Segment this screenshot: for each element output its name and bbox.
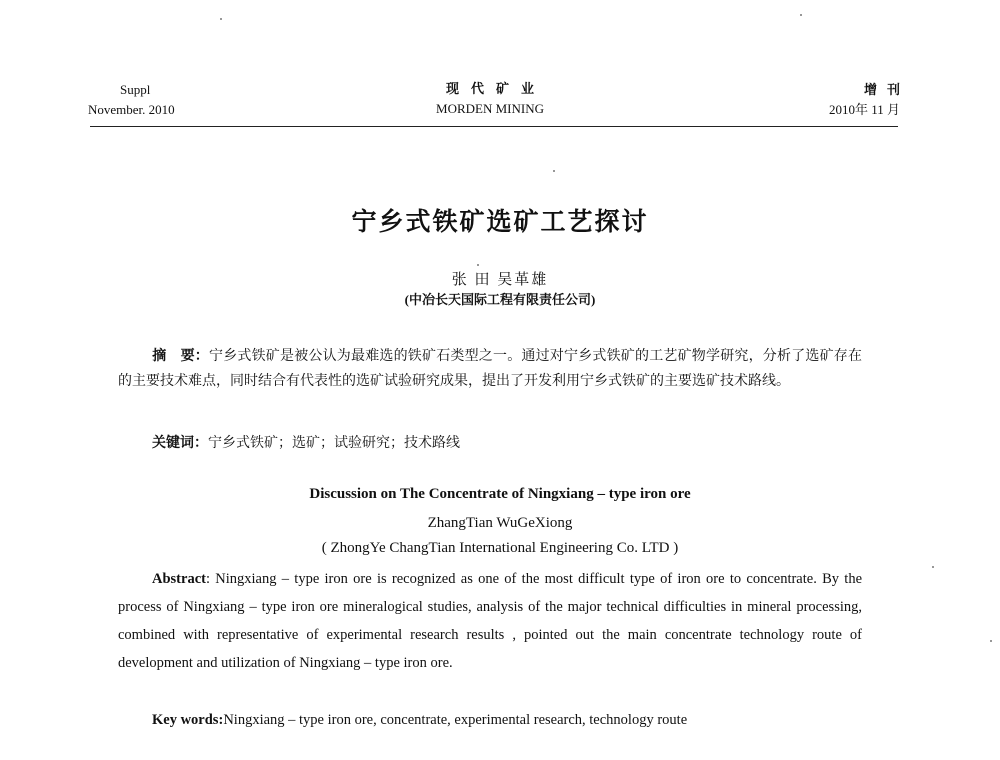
authors-en: ZhangTian WuGeXiong [427, 515, 573, 531]
scan-speck [477, 264, 479, 266]
abstract-en-separator: : [205, 571, 216, 587]
issue-date-cn: 2010年 11 月 [828, 102, 900, 117]
header-rule [90, 126, 898, 127]
abstract-cn-text: 宁乡式铁矿是被公认为最难选的铁矿石类型之一。通过对宁乡式铁矿的工艺矿物学研究，分析了选矿存在的主要技术难点，同时结合有代表性的选矿试验研究成果，提出了开发利用宁乡式铁矿的主要选矿技术路线。 [118, 349, 862, 389]
authors-cn: 张 田 吴革雄 [451, 272, 549, 288]
keywords-cn-text: 宁乡式铁矿；选矿；试验研究；技术路线 [208, 436, 460, 451]
abstract-en-label: Abstract [152, 571, 206, 587]
abstract-cn-label: 摘 要： [152, 349, 209, 364]
issue-date-en: November. 2010 [88, 102, 175, 117]
keywords-en-text: Ningxiang – type iron ore, concentrate, experimental research, technology route [223, 712, 688, 728]
header-right [760, 80, 910, 120]
abstract-en-text: Ningxiang – type iron ore is recognized as one of the most difficult type of iron ore to concentrate. By the process of Ningxiang – type iron ore mineralogical studies, analysis of the major technical difficulties in mineral processing, combined with representative of experimental research results , pointed out the main concentrate technology route of development and utilization of Ningxiang – type iron ore. [118, 571, 863, 671]
affiliation-cn: (中冶长天国际工程有限责任公司) [404, 292, 596, 307]
scan-speck [553, 170, 555, 172]
header-center [380, 79, 600, 119]
journal-name-cn: 现代矿业 [445, 81, 546, 96]
affiliation-en: ( ZhongYe ChangTian International Engineering Co. LTD ) [321, 540, 679, 556]
article-title-en: Discussion on The Concentrate of Ningxiang – type iron ore [309, 486, 691, 502]
scan-speck [800, 14, 802, 16]
article-title-cn: 宁乡式铁矿选矿工艺探讨 [351, 209, 649, 236]
keywords-cn-label: 关键词： [152, 436, 208, 451]
abstract-cn [118, 344, 862, 394]
abstract-en [118, 565, 862, 677]
scan-speck [932, 566, 934, 568]
supplement-label: Suppl [120, 82, 151, 97]
supplement-label-cn: 增刊 [863, 82, 910, 97]
header-left [88, 80, 248, 120]
scan-speck [220, 18, 222, 20]
keywords-en [152, 708, 862, 732]
keywords-en-label: Key words [152, 712, 219, 728]
scan-speck [990, 640, 992, 642]
keywords-en-separator: : [218, 712, 224, 728]
keywords-cn [152, 431, 862, 456]
journal-name-en: MORDEN MINING [436, 101, 544, 116]
